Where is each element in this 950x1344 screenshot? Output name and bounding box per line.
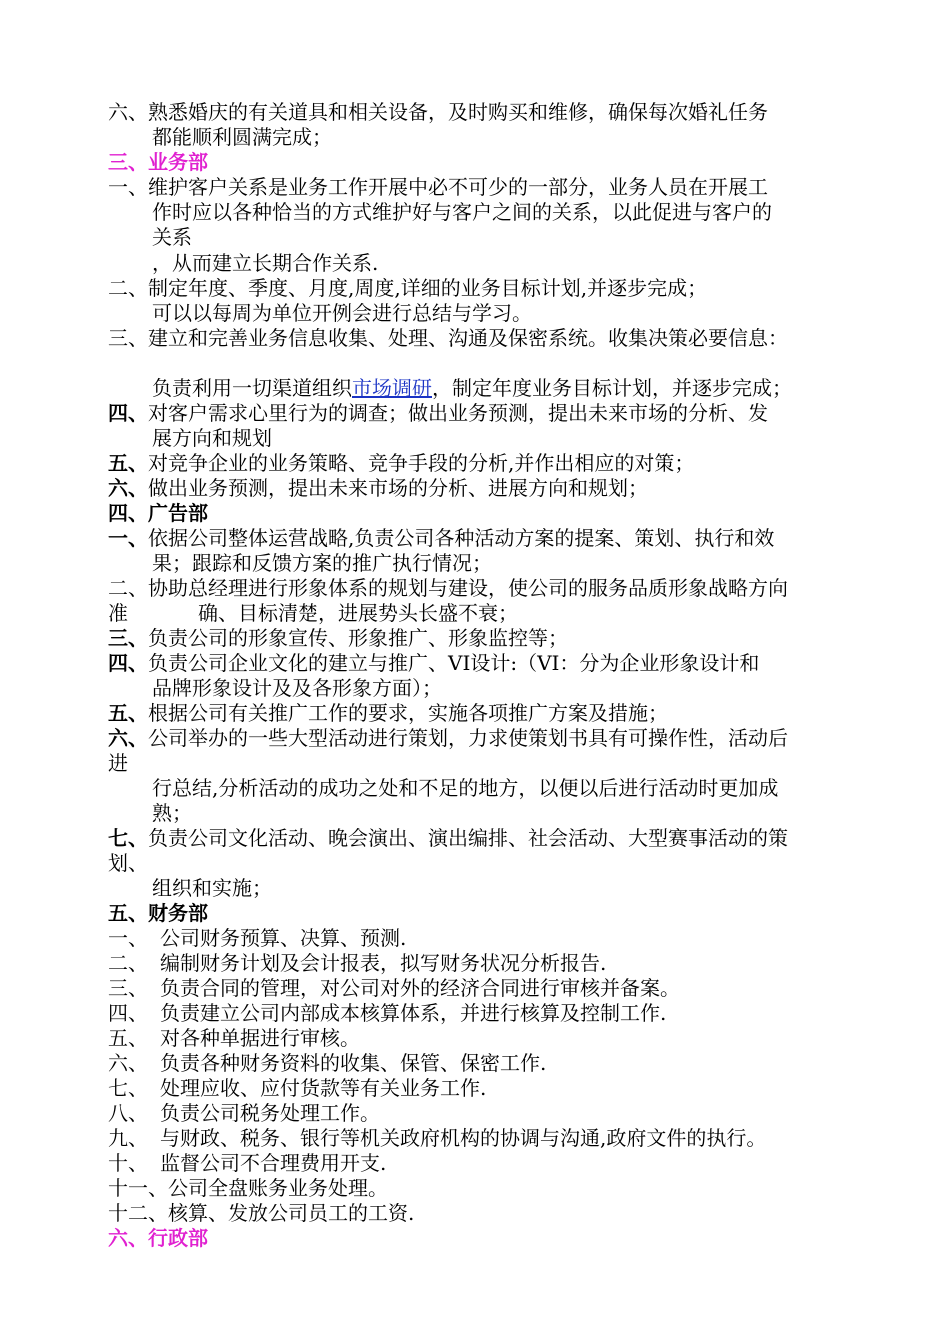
text-run: 对各种单据进行审核。 xyxy=(160,1026,360,1050)
paragraph-line: 六、熟悉婚庆的有关道具和相关设备，及时购买和维修，确保每次婚礼任务 xyxy=(108,100,768,124)
paragraph-line: 二、制定年度、季度、月度,周度,详细的业务目标计划,并逐步完成； xyxy=(108,276,708,300)
paragraph-line xyxy=(108,701,668,725)
section-heading-advertising: 四、广告部 xyxy=(108,501,208,525)
paragraph-line: 三、建立和完善业务信息收集、处理、沟通及保密系统。收集决策必要信息： xyxy=(108,326,788,350)
paragraph-line: 组织和实施； xyxy=(152,876,272,900)
list-item xyxy=(108,1051,546,1075)
text-run: ，制定年度业务目标计划，并逐步完成； xyxy=(432,376,792,400)
item-number: 四、 xyxy=(108,1001,148,1025)
paragraph-line: 关系 xyxy=(152,225,192,249)
list-item xyxy=(108,976,680,1000)
item-number: 四、 xyxy=(108,651,148,675)
paragraph-line: 展方向和规划 xyxy=(152,426,272,450)
item-number: 二、 xyxy=(108,951,148,975)
paragraph-line: 可以以每周为单位开例会进行总结与学习。 xyxy=(152,301,532,325)
item-number: 五、 xyxy=(108,701,148,725)
text-run: 负责合同的管理，对公司对外的经济合同进行审核并备案。 xyxy=(160,976,680,1000)
paragraph-line xyxy=(108,826,788,850)
item-number: 六、 xyxy=(108,1051,148,1075)
paragraph-line xyxy=(108,401,768,425)
paragraph-line: 果；跟踪和反馈方案的推广执行情况； xyxy=(152,551,492,575)
market-research-link[interactable]: 市场调研 xyxy=(352,376,432,400)
list-item xyxy=(108,1126,766,1150)
paragraph-line: 准 xyxy=(108,601,128,625)
paragraph-line: 熟； xyxy=(152,801,192,825)
text-run: 根据公司有关推广工作的要求，实施各项推广方案及措施； xyxy=(148,701,668,725)
list-item xyxy=(108,951,606,975)
section-heading-finance: 五、财务部 xyxy=(108,901,208,925)
item-number: 十、 xyxy=(108,1151,148,1175)
text-run: 编制财务计划及会计报表，拟写财务状况分析报告. xyxy=(160,951,607,975)
paragraph-line: 二、协助总经理进行形象体系的规划与建设，使公司的服务品质形象战略方向 xyxy=(108,576,788,600)
text-run: 对客户需求心里行为的调查；做出业务预测，提出未来市场的分析、发 xyxy=(148,401,768,425)
item-number: 三、 xyxy=(108,626,148,650)
text-run: 依据公司整体运营战略,负责公司各种活动方案的提案、策划、执行和效 xyxy=(148,526,775,550)
item-number: 九、 xyxy=(108,1126,148,1150)
section-heading-business: 三、业务部 xyxy=(108,150,208,174)
paragraph-line xyxy=(108,651,759,675)
list-item xyxy=(108,926,406,950)
paragraph-line: 确、目标清楚，进展势头长盛不衰； xyxy=(198,601,518,625)
text-run: 对竞争企业的业务策略、竞争手段的分析,并作出相应的对策； xyxy=(148,451,695,475)
paragraph-line xyxy=(108,476,648,500)
text-run: 处理应收、应付货款等有关业务工作. xyxy=(160,1076,487,1100)
item-number: 六、 xyxy=(108,726,148,750)
text-run: 负责各种财务资料的收集、保管、保密工作. xyxy=(160,1051,547,1075)
item-number: 八、 xyxy=(108,1101,148,1125)
paragraph-line: ，从而建立长期合作关系. xyxy=(152,251,379,275)
item-number: 五、 xyxy=(108,1026,148,1050)
list-item: 十二、核算、发放公司员工的工资. xyxy=(108,1201,415,1225)
paragraph-line: 划、 xyxy=(108,851,148,875)
item-number: 七、 xyxy=(108,1076,148,1100)
item-number: 五、 xyxy=(108,451,148,475)
text-run: 负责公司文化活动、晚会演出、演出编排、社会活动、大型赛事活动的策 xyxy=(148,826,788,850)
paragraph-line: 行总结,分析活动的成功之处和不足的地方，以便以后进行活动时更加成 xyxy=(152,776,779,800)
item-number: 一、 xyxy=(108,926,148,950)
text-run: 负责公司的形象宣传、形象推广、形象监控等； xyxy=(148,626,568,650)
paragraph-line: 品牌形象设计及及各形象方面）； xyxy=(152,676,442,700)
paragraph-line: 都能顺利圆满完成； xyxy=(152,125,332,149)
paragraph-line xyxy=(108,726,788,750)
paragraph-line: 作时应以各种恰当的方式维护好与客户之间的关系，以此促进与客户的 xyxy=(152,200,772,224)
list-item xyxy=(108,1101,380,1125)
text-run: 监督公司不合理费用开支. xyxy=(160,1151,387,1175)
list-item xyxy=(108,1026,360,1050)
section-heading-admin: 六、行政部 xyxy=(108,1226,208,1250)
text-run: 负责公司税务处理工作。 xyxy=(160,1101,380,1125)
item-number: 三、 xyxy=(108,976,148,1000)
paragraph-line: 一、维护客户关系是业务工作开展中必不可少的一部分，业务人员在开展工 xyxy=(108,175,768,199)
list-item: 十一、公司全盘账务业务处理。 xyxy=(108,1176,388,1200)
text-run: 做出业务预测，提出未来市场的分析、进展方向和规划； xyxy=(148,476,648,500)
text-run: 负责公司企业文化的建立与推广、VI设计:（VI：分为企业形象设计和 xyxy=(148,651,760,675)
item-number: 七、 xyxy=(108,826,148,850)
list-item xyxy=(108,1151,386,1175)
item-number: 六、 xyxy=(108,476,148,500)
paragraph-line: 进 xyxy=(108,751,128,775)
paragraph-line xyxy=(108,526,774,550)
paragraph-line xyxy=(108,626,568,650)
paragraph-line xyxy=(152,376,792,400)
text-run: 负责建立公司内部成本核算体系，并进行核算及控制工作. xyxy=(160,1001,667,1025)
item-number: 一、 xyxy=(108,526,148,550)
list-item xyxy=(108,1001,666,1025)
item-number: 四、 xyxy=(108,401,148,425)
text-run: 公司举办的一些大型活动进行策划，力求使策划书具有可操作性，活动后 xyxy=(148,726,788,750)
text-run: 负责利用一切渠道组织 xyxy=(152,376,352,400)
text-run: 公司财务预算、决算、预测. xyxy=(160,926,407,950)
text-run: 与财政、税务、银行等机关政府机构的协调与沟通,政府文件的执行。 xyxy=(160,1126,767,1150)
paragraph-line xyxy=(108,451,694,475)
list-item xyxy=(108,1076,486,1100)
